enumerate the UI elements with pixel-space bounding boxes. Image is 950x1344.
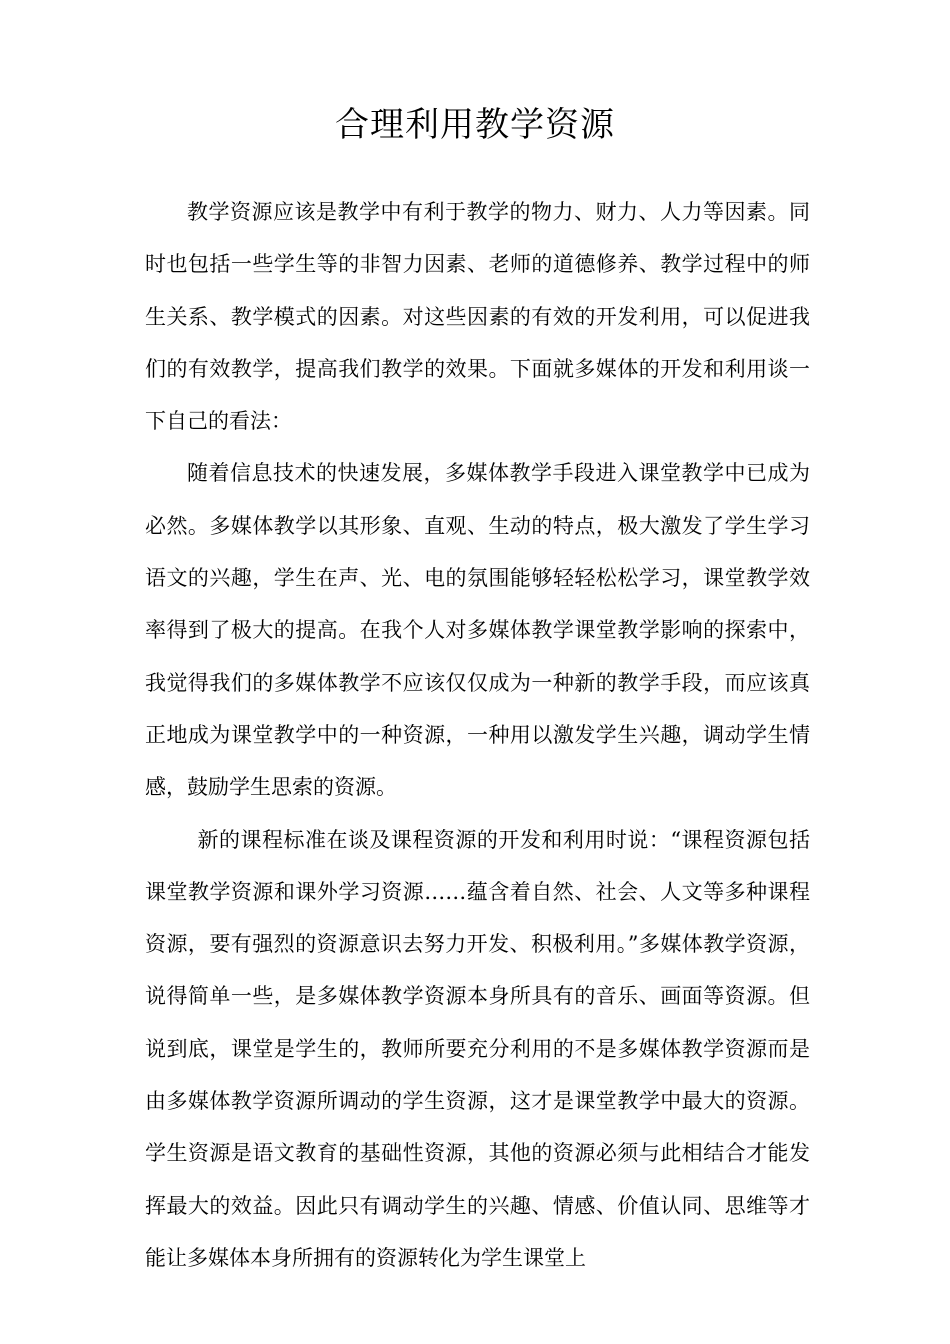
paragraph-3: 新的课程标准在谈及课程资源的开发和利用时说：“课程资源包括课堂教学资源和课外学习资源……蕴含着自然、社会、人文等多种课程资源，要有强烈的资源意识去努力开发、积极利用。”多媒体教学资源，说得简单一些，是多媒体教学资源本身所具有的音乐、画面等资源。但说到底，课堂是学生的，教师所要充分利用的不是多媒体教学资源而是由多媒体教学资源所调动的学生资源，这才是课堂教学中最大的资源。学生资源是语文教育的基础性资源，其他的资源必须与此相结合才能发挥最大的效益。因此只有调动学生的兴趣、情感、价值认同、思维等才能让多媒体本身所拥有的资源转化为学生课堂上 [145,827,810,1270]
document-body [145,186,810,1284]
paragraph-1: 教学资源应该是教学中有利于教学的物力、财力、人力等因素。同时也包括一些学生等的非智力因素、老师的道德修养、教学过程中的师生关系、教学模式的因素。对这些因素的有效的开发利用，可以促进我们的有效教学，提高我们教学的效果。下面就多媒体的开发和利用谈一下自己的看法： [145,200,810,434]
paragraph-2: 随着信息技术的快速发展，多媒体教学手段进入课堂教学中已成为必然。多媒体教学以其形象、直观、生动的特点，极大激发了学生学习语文的兴趣，学生在声、光、电的氛围能够轻轻松松学习，课堂教学效率得到了极大的提高。在我个人对多媒体教学课堂教学影响的探索中，我觉得我们的多媒体教学不应该仅仅成为一种新的教学手段，而应该真正地成为课堂教学中的一种资源，一种用以激发学生兴趣，调动学生情感，鼓励学生思索的资源。 [145,461,810,800]
document-title: 合理利用教学资源 [335,105,615,145]
